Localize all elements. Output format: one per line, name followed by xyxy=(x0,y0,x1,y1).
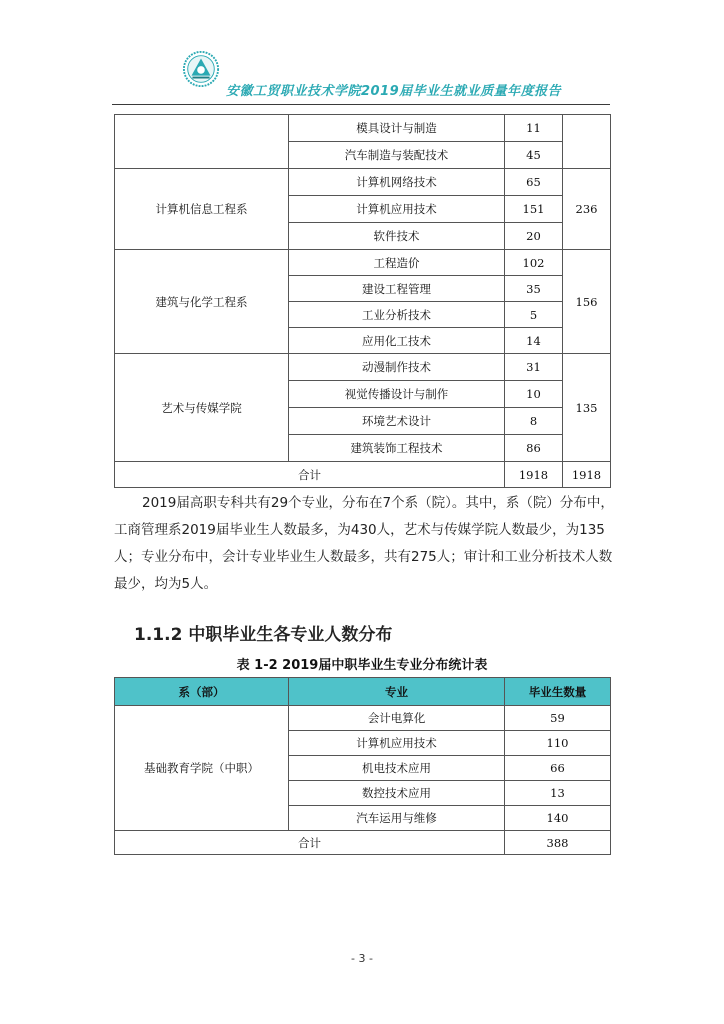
major-cell: 计算机应用技术 xyxy=(289,196,505,223)
count-cell: 151 xyxy=(505,196,563,223)
dept-total-cell: 236 xyxy=(563,169,611,250)
count-cell: 11 xyxy=(505,115,563,142)
major-cell: 软件技术 xyxy=(289,223,505,250)
table-row xyxy=(115,706,611,731)
count-cell: 140 xyxy=(505,806,611,831)
major-cell: 工程造价 xyxy=(289,250,505,276)
major-distribution-table-continued xyxy=(114,114,611,488)
count-cell: 10 xyxy=(505,381,563,408)
count-cell: 45 xyxy=(505,142,563,169)
major-cell: 机电技术应用 xyxy=(289,756,505,781)
count-cell: 31 xyxy=(505,354,563,381)
dept-cell: 艺术与传媒学院 xyxy=(115,354,289,462)
dept-cell: 计算机信息工程系 xyxy=(115,169,289,250)
dept-total-cell xyxy=(563,115,611,169)
table-row xyxy=(115,354,611,381)
dept-cell: 建筑与化学工程系 xyxy=(115,250,289,354)
major-cell: 汽车运用与维修 xyxy=(289,806,505,831)
dept-total-cell: 135 xyxy=(563,354,611,462)
count-cell: 66 xyxy=(505,756,611,781)
major-cell: 计算机网络技术 xyxy=(289,169,505,196)
major-cell: 应用化工技术 xyxy=(289,328,505,354)
page-number: - 3 - xyxy=(351,952,373,965)
count-cell: 13 xyxy=(505,781,611,806)
major-cell: 环境艺术设计 xyxy=(289,408,505,435)
count-cell: 14 xyxy=(505,328,563,354)
table-caption: 表 1-2 2019届中职毕业生专业分布统计表 xyxy=(236,658,488,673)
dept-cell: 基础教育学院（中职） xyxy=(115,706,289,831)
total-row xyxy=(115,831,611,855)
count-cell: 110 xyxy=(505,731,611,756)
major-cell: 动漫制作技术 xyxy=(289,354,505,381)
count-cell: 102 xyxy=(505,250,563,276)
total-sum: 1918 xyxy=(563,462,611,488)
school-logo-icon xyxy=(182,50,220,88)
total-count: 1918 xyxy=(505,462,563,488)
dept-cell xyxy=(115,115,289,169)
major-cell: 建设工程管理 xyxy=(289,276,505,302)
header-major: 专业 xyxy=(289,678,505,706)
major-cell: 数控技术应用 xyxy=(289,781,505,806)
major-cell: 会计电算化 xyxy=(289,706,505,731)
table-header-row xyxy=(115,678,611,706)
major-cell: 计算机应用技术 xyxy=(289,731,505,756)
count-cell: 65 xyxy=(505,169,563,196)
major-cell: 汽车制造与装配技术 xyxy=(289,142,505,169)
vocational-major-table xyxy=(114,677,611,855)
major-cell: 工业分析技术 xyxy=(289,302,505,328)
page-header xyxy=(0,0,724,110)
section-heading: 1.1.2 中职毕业生各专业人数分布 xyxy=(134,625,393,645)
major-cell: 模具设计与制造 xyxy=(289,115,505,142)
table-row xyxy=(115,250,611,276)
total-label: 合计 xyxy=(115,462,505,488)
summary-paragraph: 2019届高职专科共有29个专业，分布在7个系（院）。其中，系（院）分布中，工商管理系2019届毕业生人数最多，为430人，艺术与传媒学院人数最少，为135人；专业分布中，会计专业毕业生人数最多，共有275人；审计和工业分析技术人数最少，均为5人。 xyxy=(114,495,614,592)
count-cell: 8 xyxy=(505,408,563,435)
total-row xyxy=(115,462,611,488)
count-cell: 86 xyxy=(505,435,563,462)
count-cell: 20 xyxy=(505,223,563,250)
table-row xyxy=(115,115,611,142)
major-cell: 建筑装饰工程技术 xyxy=(289,435,505,462)
header-dept: 系（部） xyxy=(115,678,289,706)
report-title: 安徽工贸职业技术学院2019届毕业生就业质量年度报告 xyxy=(226,84,562,99)
count-cell: 5 xyxy=(505,302,563,328)
major-cell: 视觉传播设计与制作 xyxy=(289,381,505,408)
total-label: 合计 xyxy=(115,831,505,855)
count-cell: 59 xyxy=(505,706,611,731)
total-count: 388 xyxy=(505,831,611,855)
dept-total-cell: 156 xyxy=(563,250,611,354)
table-row xyxy=(115,169,611,196)
count-cell: 35 xyxy=(505,276,563,302)
header-count: 毕业生数量 xyxy=(505,678,611,706)
header-divider xyxy=(112,104,610,105)
